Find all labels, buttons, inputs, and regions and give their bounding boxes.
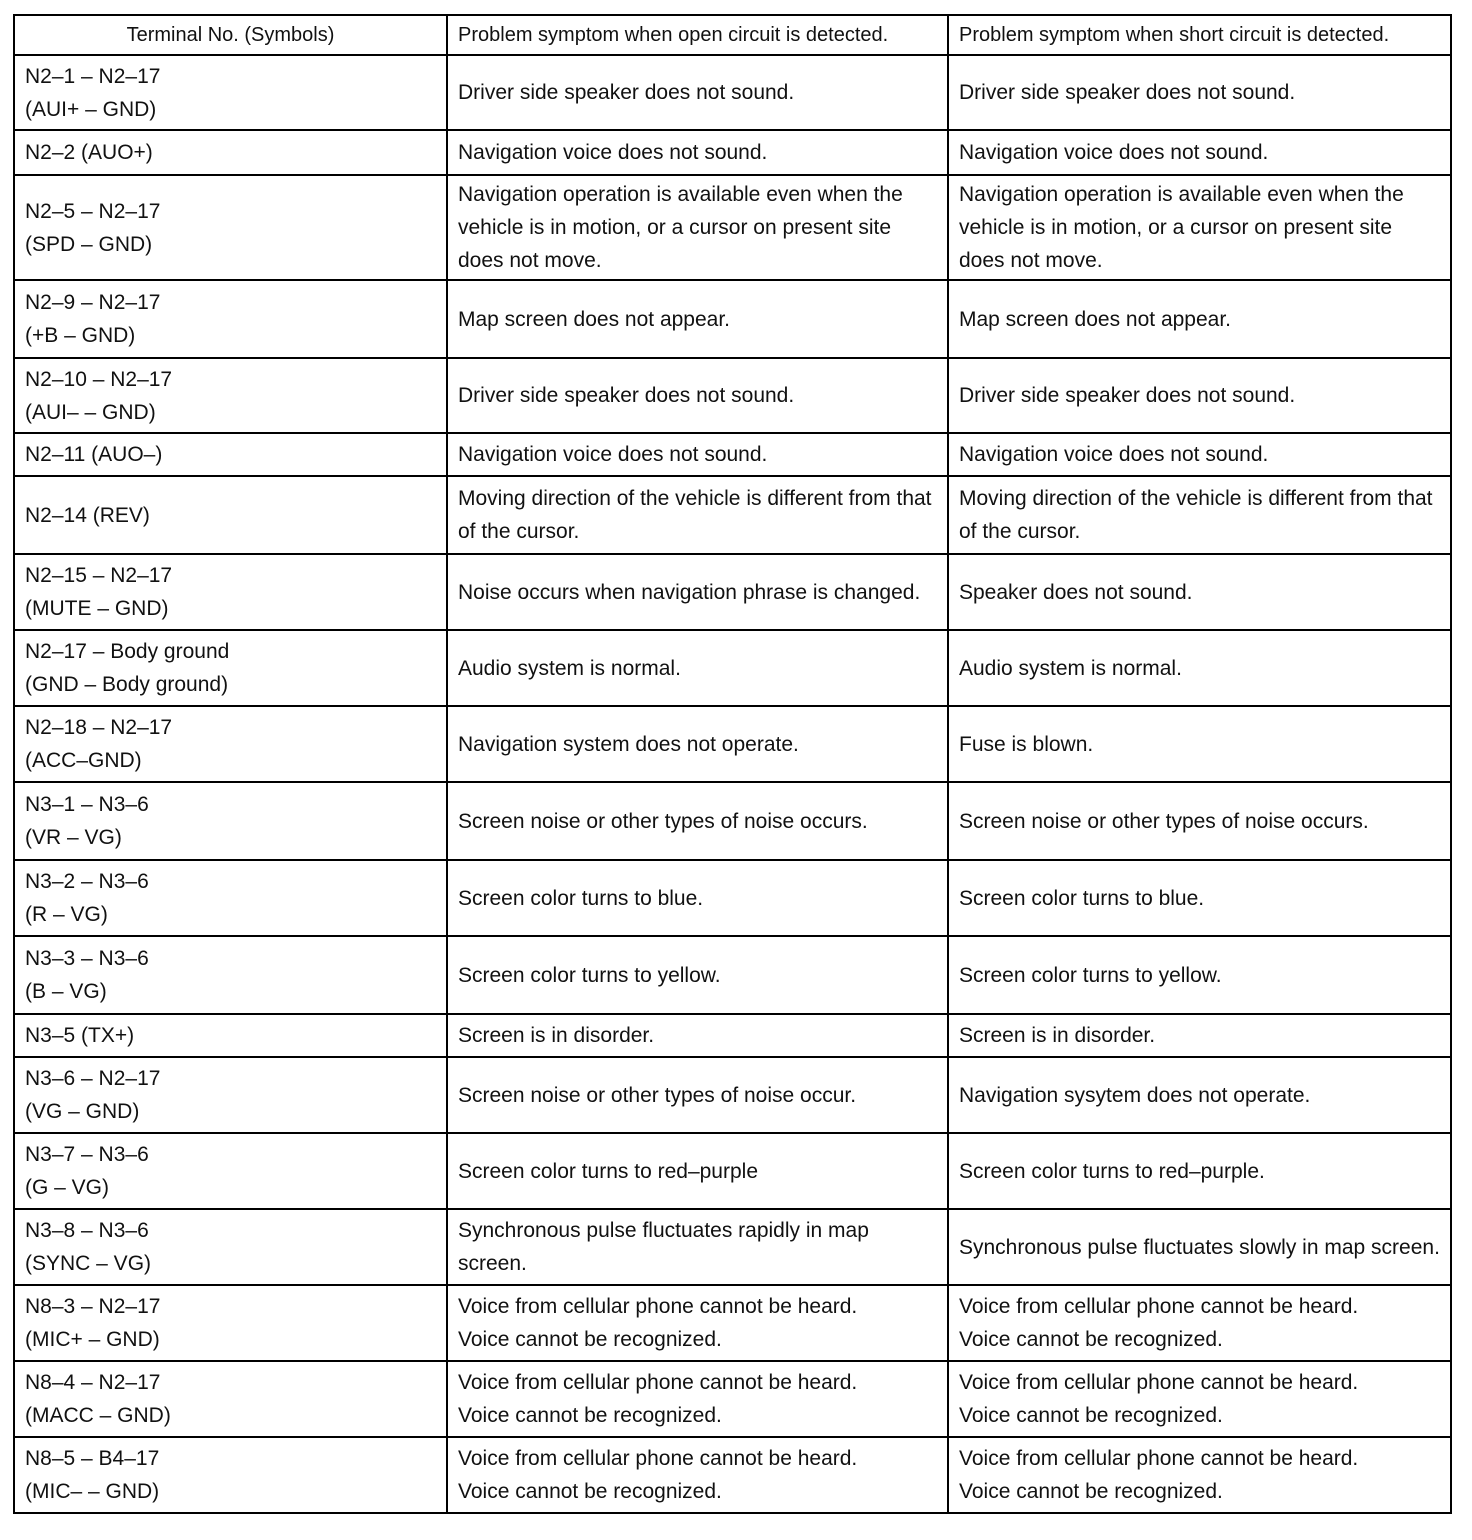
short-circuit-cell [948, 936, 1451, 1014]
open-circuit-cell-text: Map screen does not appear. [458, 307, 731, 331]
short-circuit-cell [948, 860, 1451, 936]
short-circuit-cell-text: Fuse is blown. [959, 732, 1094, 756]
terminal-cell-line: (MIC– – GND) [25, 1480, 160, 1503]
table-body [14, 55, 1451, 1513]
short-circuit-cell-text: Driver side speaker does not sound. [959, 81, 1296, 104]
short-circuit-cell [948, 554, 1451, 630]
short-circuit-cell [948, 706, 1451, 782]
short-circuit-cell [948, 280, 1451, 358]
open-circuit-cell-text: Synchronous pulse fluctuates rapidly in map screen. [458, 1219, 869, 1275]
short-circuit-cell-line: Voice cannot be recognized. [959, 1480, 1223, 1503]
terminal-cell [14, 55, 447, 130]
terminal-cell-line: (AUI– – GND) [25, 400, 156, 424]
terminal-cell [14, 1057, 447, 1133]
terminal-cell-line: N3–2 – N3–6 [25, 870, 149, 893]
open-circuit-cell-line: Voice from cellular phone cannot be heard. [458, 1371, 858, 1394]
open-circuit-cell-line: Voice cannot be recognized. [458, 1328, 722, 1351]
terminal-cell-line: N2–1 – N2–17 [25, 64, 161, 88]
terminal-cell [14, 130, 447, 175]
open-circuit-cell-line: Voice from cellular phone cannot be heard. [458, 1295, 858, 1318]
open-circuit-cell [447, 1209, 948, 1285]
open-circuit-cell [447, 1437, 948, 1513]
terminal-cell [14, 1361, 447, 1437]
terminal-cell-line: N3–5 (TX+) [25, 1024, 135, 1047]
terminal-cell-line: (VG – GND) [25, 1100, 140, 1123]
terminal-cell-line: N2–5 – N2–17 [25, 199, 161, 223]
terminal-cell-line: N2–10 – N2–17 [25, 367, 173, 391]
table-row [14, 706, 1451, 782]
terminal-cell-line: (MIC+ – GND) [25, 1328, 160, 1351]
open-circuit-cell [447, 280, 948, 358]
open-circuit-cell [447, 476, 948, 554]
short-circuit-cell-line: Voice cannot be recognized. [959, 1404, 1223, 1427]
open-circuit-cell-text: Screen color turns to red–purple [458, 1159, 758, 1183]
terminal-cell [14, 1285, 447, 1361]
table-header-row [14, 15, 1451, 55]
open-circuit-cell [447, 130, 948, 175]
terminal-symptom-table [13, 14, 1452, 1514]
open-circuit-cell [447, 1057, 948, 1133]
open-circuit-cell [447, 55, 948, 130]
open-circuit-cell [447, 1361, 948, 1437]
terminal-cell-line: N3–7 – N3–6 [25, 1143, 149, 1166]
terminal-cell-line: N3–1 – N3–6 [25, 793, 149, 816]
short-circuit-cell-text: Navigation voice does not sound. [959, 443, 1269, 466]
open-circuit-cell [447, 1133, 948, 1209]
open-circuit-cell [447, 1014, 948, 1057]
terminal-cell-line: N8–4 – N2–17 [25, 1371, 161, 1394]
short-circuit-cell-text: Audio system is normal. [959, 656, 1182, 680]
short-circuit-cell-text: Navigation sysytem does not operate. [959, 1083, 1311, 1107]
short-circuit-cell-text: Moving direction of the vehicle is different from that of the cursor. [959, 487, 1433, 543]
terminal-cell [14, 433, 447, 476]
open-circuit-cell-text: Driver side speaker does not sound. [458, 384, 795, 407]
short-circuit-cell [948, 630, 1451, 706]
terminal-cell [14, 630, 447, 706]
terminal-cell-line: N2–17 – Body ground [25, 640, 230, 663]
terminal-cell-line: N2–2 (AUO+) [25, 141, 153, 164]
short-circuit-cell-text: Screen noise or other types of noise occurs. [959, 809, 1369, 833]
open-circuit-cell [447, 782, 948, 860]
header-terminal: Terminal No. (Symbols) [14, 15, 447, 55]
short-circuit-cell-text: Navigation operation is available even when the vehicle is in motion, or a cursor on present site does not move. [959, 183, 1404, 272]
terminal-cell-line: (R – VG) [25, 903, 108, 926]
short-circuit-cell [948, 1437, 1451, 1513]
table-row [14, 433, 1451, 476]
terminal-cell-line: N2–9 – N2–17 [25, 291, 161, 314]
short-circuit-cell [948, 1014, 1451, 1057]
terminal-cell-line: (SPD – GND) [25, 232, 153, 256]
open-circuit-cell [447, 433, 948, 476]
table-row [14, 936, 1451, 1014]
short-circuit-cell-text: Speaker does not sound. [959, 580, 1193, 604]
open-circuit-cell [447, 1285, 948, 1361]
header-short-circuit: Problem symptom when short circuit is detected. [948, 15, 1451, 55]
short-circuit-cell [948, 130, 1451, 175]
terminal-cell-line: (+B – GND) [25, 324, 136, 347]
open-circuit-cell-text: Audio system is normal. [458, 656, 681, 680]
table-row [14, 554, 1451, 630]
open-circuit-cell-text: Navigation voice does not sound. [458, 141, 768, 164]
short-circuit-cell [948, 55, 1451, 130]
short-circuit-cell-text: Navigation voice does not sound. [959, 141, 1269, 164]
table-row [14, 860, 1451, 936]
terminal-cell-line: N2–18 – N2–17 [25, 716, 173, 739]
short-circuit-cell-line: Voice cannot be recognized. [959, 1328, 1223, 1351]
terminal-cell-line: N2–11 (AUO–) [25, 443, 163, 466]
open-circuit-cell-text: Noise occurs when navigation phrase is changed. [458, 580, 921, 604]
terminal-cell-line: N8–3 – N2–17 [25, 1295, 161, 1318]
open-circuit-cell [447, 860, 948, 936]
open-circuit-cell-text: Screen is in disorder. [458, 1024, 655, 1047]
short-circuit-cell-text: Screen color turns to blue. [959, 886, 1205, 910]
short-circuit-cell-text: Driver side speaker does not sound. [959, 384, 1296, 407]
short-circuit-cell [948, 1361, 1451, 1437]
terminal-cell-line: (ACC–GND) [25, 749, 142, 772]
terminal-cell [14, 358, 447, 433]
short-circuit-cell-text: Screen color turns to red–purple. [959, 1159, 1265, 1183]
terminal-cell-line: N2–15 – N2–17 [25, 564, 173, 587]
table-row [14, 1437, 1451, 1513]
short-circuit-cell-text: Synchronous pulse fluctuates slowly in map screen. [959, 1235, 1440, 1259]
table-row [14, 782, 1451, 860]
terminal-cell [14, 706, 447, 782]
terminal-table-container [13, 14, 1450, 1514]
short-circuit-cell-text: Map screen does not appear. [959, 307, 1232, 331]
terminal-cell [14, 936, 447, 1014]
terminal-cell-line: (MACC – GND) [25, 1404, 171, 1427]
open-circuit-cell [447, 554, 948, 630]
short-circuit-cell-line: Voice from cellular phone cannot be heard. [959, 1371, 1359, 1394]
open-circuit-cell-text: Driver side speaker does not sound. [458, 81, 795, 104]
open-circuit-cell [447, 936, 948, 1014]
short-circuit-cell-line: Voice from cellular phone cannot be heard. [959, 1295, 1359, 1318]
terminal-cell-line: (GND – Body ground) [25, 673, 229, 696]
terminal-cell-line: (MUTE – GND) [25, 597, 169, 620]
terminal-cell [14, 175, 447, 280]
terminal-cell [14, 554, 447, 630]
open-circuit-cell-text: Screen color turns to yellow. [458, 963, 721, 987]
terminal-cell [14, 280, 447, 358]
terminal-cell-line: N8–5 – B4–17 [25, 1447, 160, 1470]
terminal-cell-line: (VR – VG) [25, 826, 122, 849]
table-row [14, 280, 1451, 358]
open-circuit-cell-text: Navigation system does not operate. [458, 732, 799, 756]
open-circuit-cell [447, 706, 948, 782]
terminal-cell [14, 782, 447, 860]
table-row [14, 1209, 1451, 1285]
table-row [14, 175, 1451, 280]
terminal-cell-line: N3–6 – N2–17 [25, 1067, 161, 1090]
open-circuit-cell-line: Voice cannot be recognized. [458, 1404, 722, 1427]
short-circuit-cell [948, 1209, 1451, 1285]
short-circuit-cell [948, 782, 1451, 860]
short-circuit-cell [948, 358, 1451, 433]
table-row [14, 630, 1451, 706]
terminal-cell-line: N2–14 (REV) [25, 503, 150, 527]
terminal-cell-line: (AUI+ – GND) [25, 97, 157, 121]
short-circuit-cell [948, 1285, 1451, 1361]
short-circuit-cell-text: Screen is in disorder. [959, 1024, 1156, 1047]
open-circuit-cell-line: Voice cannot be recognized. [458, 1480, 722, 1503]
open-circuit-cell-line: Voice from cellular phone cannot be heard. [458, 1447, 858, 1470]
header-open-circuit: Problem symptom when open circuit is detected. [447, 15, 948, 55]
table-row [14, 1361, 1451, 1437]
terminal-cell [14, 1014, 447, 1057]
short-circuit-cell-text: Screen color turns to yellow. [959, 963, 1222, 987]
terminal-cell-line: (G – VG) [25, 1176, 110, 1199]
terminal-cell-line: N3–8 – N3–6 [25, 1219, 149, 1242]
table-row [14, 1285, 1451, 1361]
terminal-cell [14, 476, 447, 554]
short-circuit-cell [948, 476, 1451, 554]
open-circuit-cell-text: Screen noise or other types of noise occurs. [458, 809, 868, 833]
terminal-cell [14, 1209, 447, 1285]
open-circuit-cell-text: Navigation operation is available even when the vehicle is in motion, or a cursor on present site does not move. [458, 183, 903, 272]
open-circuit-cell [447, 175, 948, 280]
terminal-cell [14, 860, 447, 936]
terminal-cell [14, 1437, 447, 1513]
short-circuit-cell [948, 1133, 1451, 1209]
table-row [14, 130, 1451, 175]
table-row [14, 55, 1451, 130]
short-circuit-cell [948, 175, 1451, 280]
open-circuit-cell-text: Moving direction of the vehicle is different from that of the cursor. [458, 487, 932, 543]
open-circuit-cell-text: Screen color turns to blue. [458, 886, 704, 910]
short-circuit-cell-line: Voice from cellular phone cannot be heard. [959, 1447, 1359, 1470]
table-row [14, 1133, 1451, 1209]
table-row [14, 1057, 1451, 1133]
open-circuit-cell [447, 630, 948, 706]
terminal-cell-line: N3–3 – N3–6 [25, 947, 149, 970]
terminal-cell-line: (SYNC – VG) [25, 1252, 152, 1275]
terminal-cell [14, 1133, 447, 1209]
open-circuit-cell [447, 358, 948, 433]
open-circuit-cell-text: Screen noise or other types of noise occur. [458, 1083, 857, 1107]
table-row [14, 1014, 1451, 1057]
table-row [14, 476, 1451, 554]
short-circuit-cell [948, 1057, 1451, 1133]
open-circuit-cell-text: Navigation voice does not sound. [458, 443, 768, 466]
terminal-cell-line: (B – VG) [25, 980, 107, 1003]
short-circuit-cell [948, 433, 1451, 476]
table-row [14, 358, 1451, 433]
